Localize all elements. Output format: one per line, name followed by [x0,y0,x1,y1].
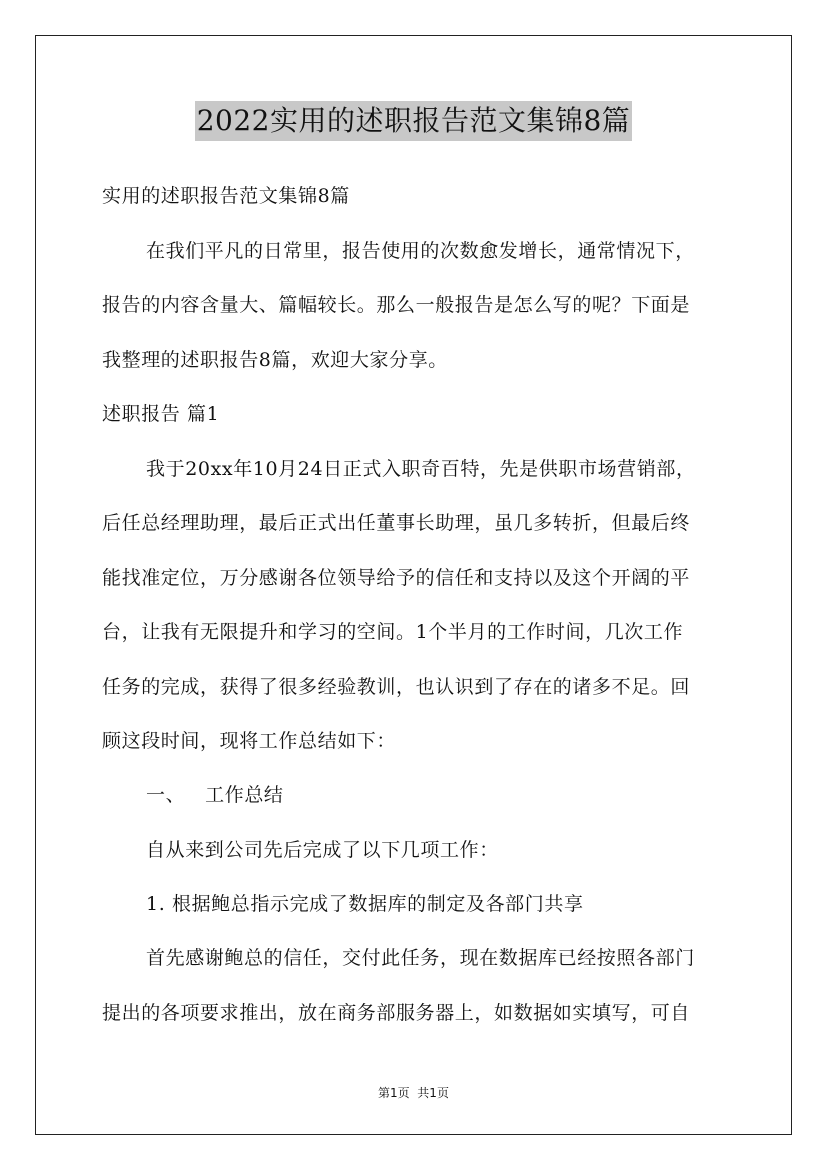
intro-line-1: 在我们平凡的日常里，报告使用的次数愈发增长，通常情况下， [146,240,695,262]
body-line-1: 我于20xx年10月24日正式入职奇百特，先是供职市场营销部， [146,458,696,480]
item-heading: 1. 根据鲍总指示完成了数据库的制定及各部门共享 [146,893,584,915]
body-line-6: 顾这段时间，现将工作总结如下： [102,730,397,752]
item-body-line-2: 提出的各项要求推出，放在商务部服务器上，如数据如实填写，可自 [102,1002,691,1024]
document-title: 2022实用的述职报告范文集锦8篇 [195,101,633,141]
body-line-5: 任务的完成，获得了很多经验教训，也认识到了存在的诸多不足。回 [102,676,691,698]
title-container [0,101,827,141]
body-line-2: 后任总经理助理，最后正式出任董事长助理，虽几多转折，但最后终 [102,512,691,534]
part-intro: 自从来到公司先后完成了以下几项工作： [146,839,499,861]
body-line-4: 台，让我有无限提升和学习的空间。1个半月的工作时间，几次工作 [102,621,684,643]
intro-line-2: 报告的内容含量大、篇幅较长。那么一般报告是怎么写的呢？下面是 [102,294,691,316]
item-body-line-1: 首先感谢鲍总的信任，交付此任务，现在数据库已经按照各部门 [146,947,695,969]
page-footer: 第1页 共1页 [378,1086,449,1100]
body-line-3: 能找准定位，万分感谢各位领导给予的信任和支持以及这个开阔的平 [102,567,691,589]
document-subtitle: 实用的述职报告范文集锦8篇 [102,185,350,207]
section-heading: 述职报告 篇1 [102,403,220,425]
intro-line-3: 我整理的述职报告8篇，欢迎大家分享。 [102,349,448,371]
part-heading: 一、 工作总结 [146,784,284,806]
